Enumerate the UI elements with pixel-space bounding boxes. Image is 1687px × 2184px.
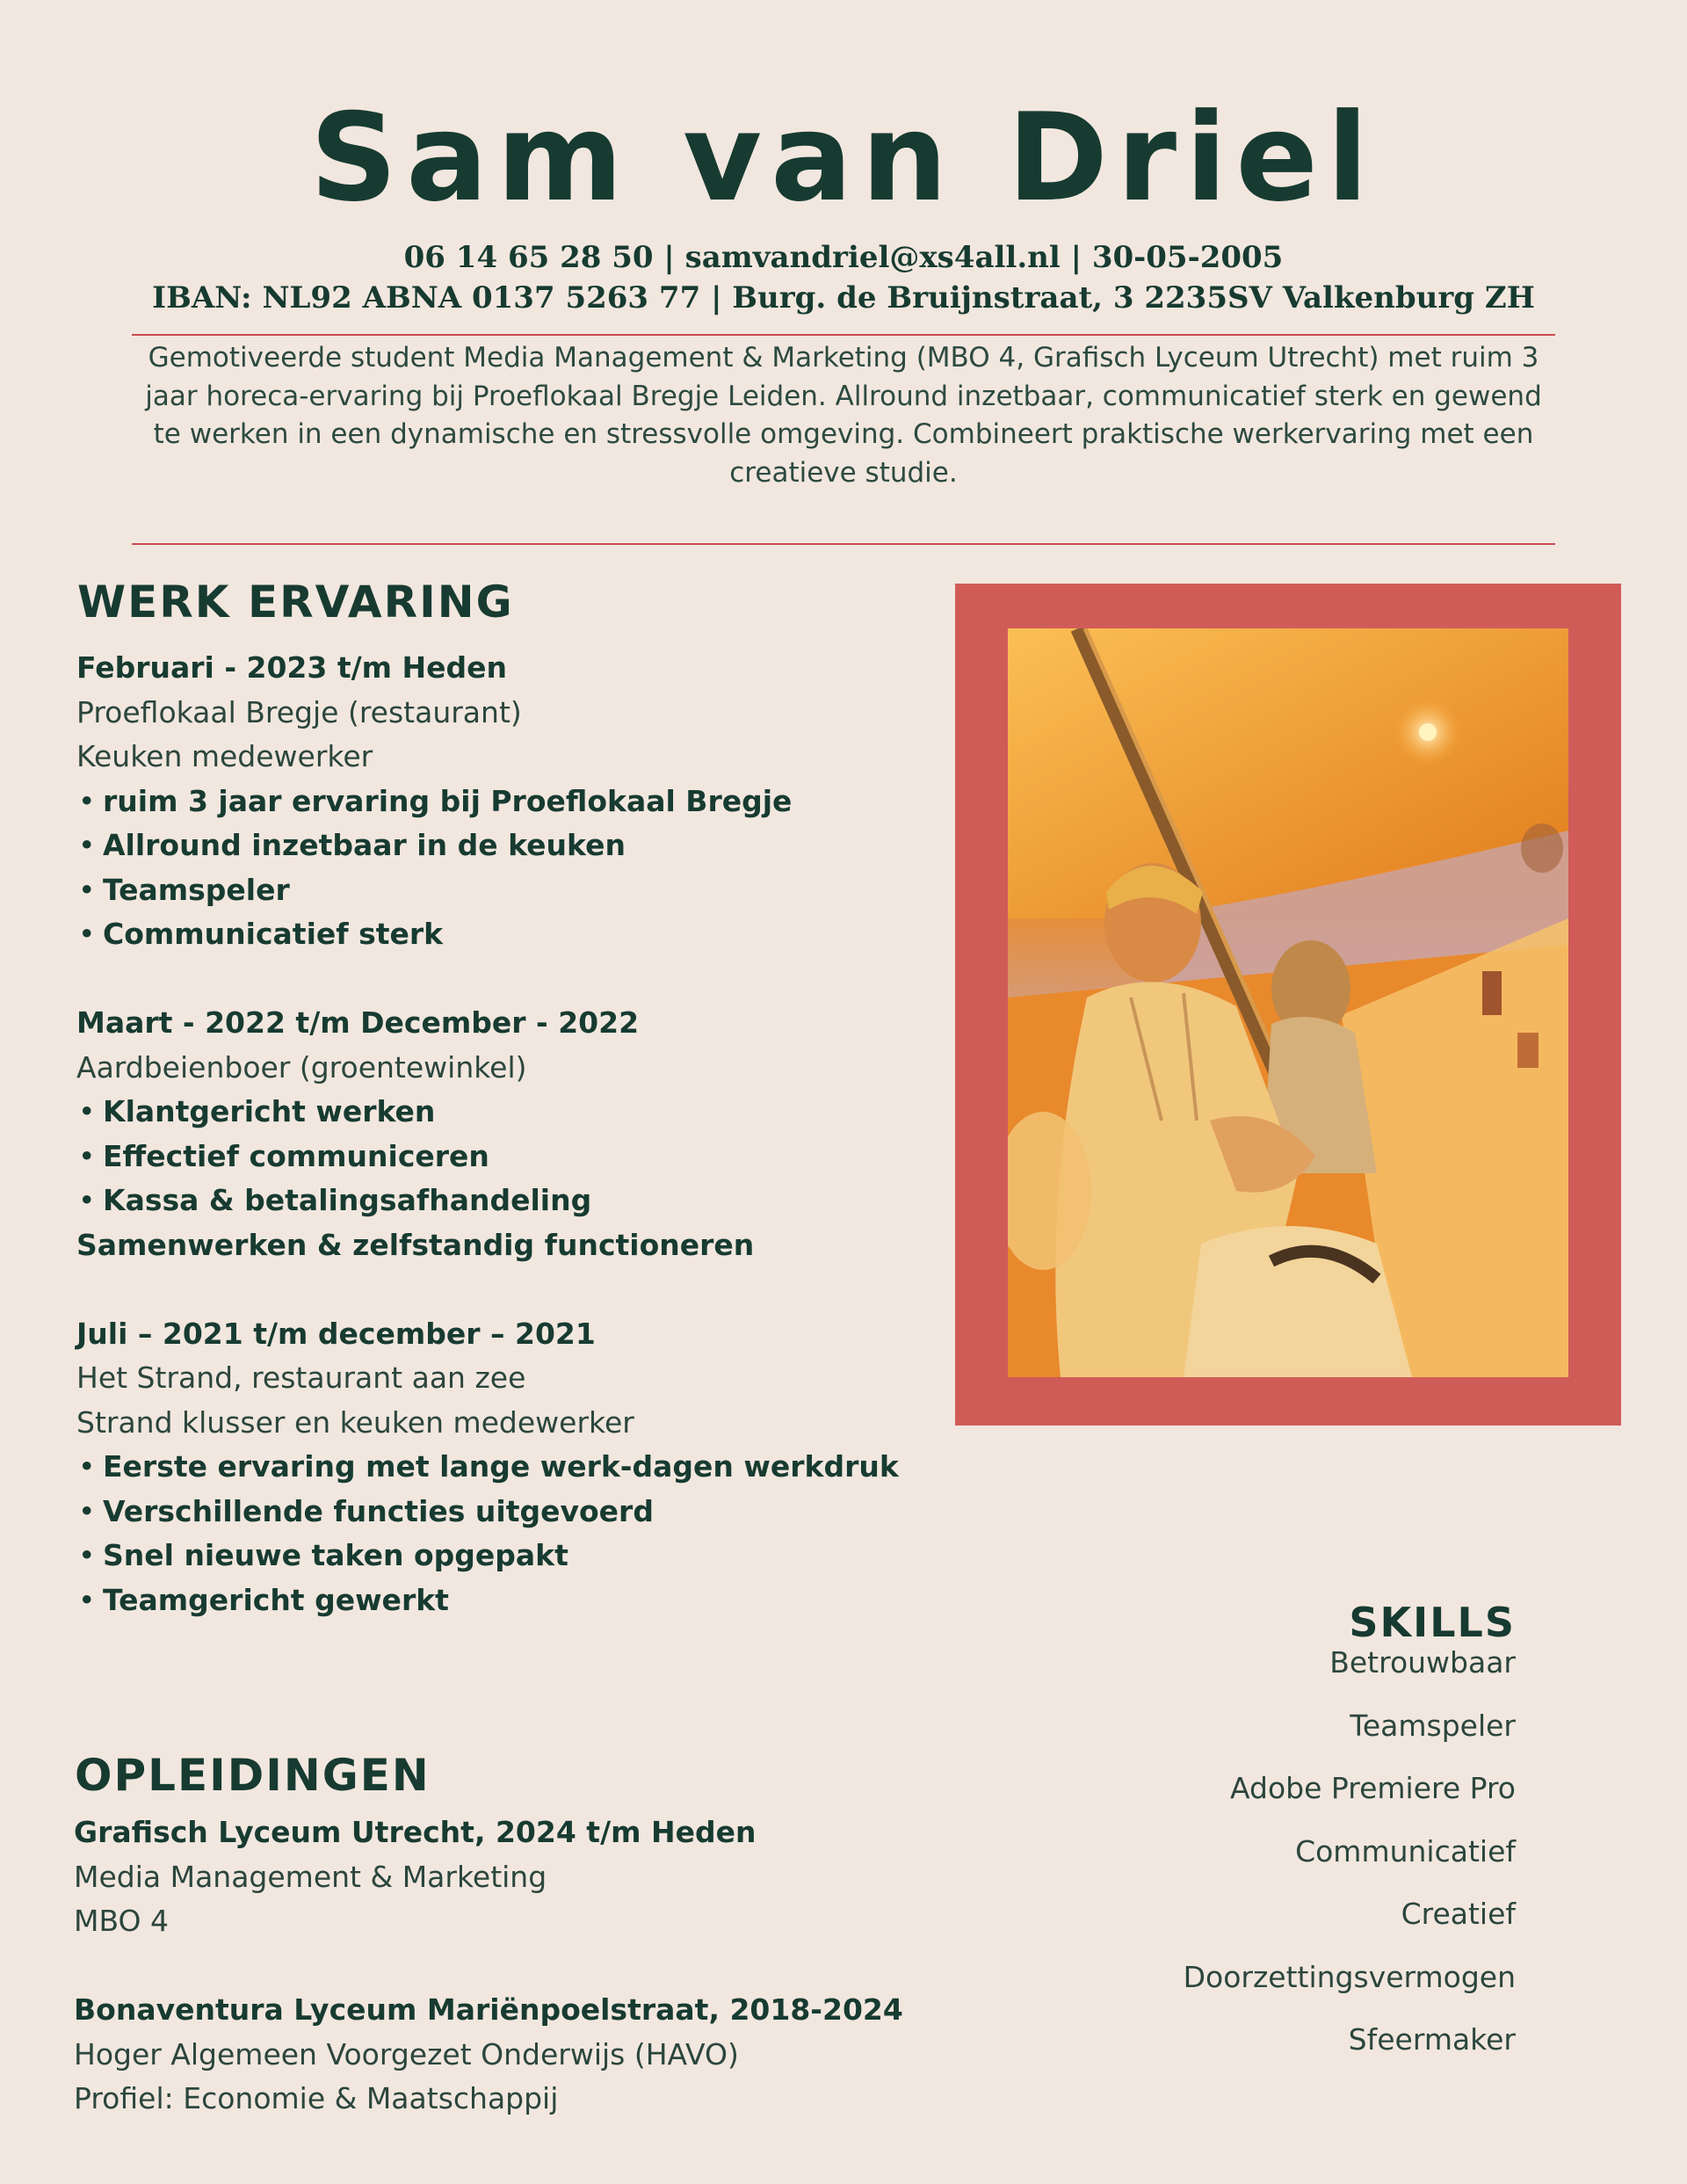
- divider-bottom: [132, 543, 1555, 545]
- education-school: Bonaventura Lyceum Mariënpoelstraat, 2018-2024: [74, 1992, 903, 2027]
- job-bullet: • Eerste ervaring met lange werk-dagen werkdruk: [76, 1445, 920, 1490]
- contact-line-2: IBAN: NL92 ABNA 0137 5263 77 | Burg. de Bruijnstraat, 3 2235SV Valkenburg ZH: [152, 280, 1535, 316]
- job-1: [76, 646, 920, 957]
- job-bullet: • Snel nieuwe taken opgepakt: [76, 1534, 920, 1578]
- skills-heading: SKILLS: [1349, 1599, 1516, 1646]
- skill-item: Adobe Premiere Pro: [1230, 1771, 1516, 1805]
- skills-list: [1184, 1631, 1516, 2072]
- skill-item: Communicatief: [1295, 1833, 1516, 1868]
- job-period: Maart - 2022 t/m December - 2022: [76, 1005, 640, 1040]
- skill-item: Sfeermaker: [1348, 2022, 1516, 2057]
- education-school: Grafisch Lyceum Utrecht, 2024 t/m Heden: [74, 1815, 757, 1849]
- job-bullet: • Klantgericht werken: [76, 1090, 920, 1135]
- job-bullet: • Communicatief sterk: [76, 912, 920, 957]
- education-list: [74, 1810, 917, 2122]
- opleidingen-heading: OPLEIDINGEN: [75, 1750, 431, 1801]
- job-2: [76, 1001, 920, 1267]
- profile-summary: Gemotiveerde student Media Management & Marketing (MBO 4, Grafisch Lyceum Utrecht) met ruim 3 jaar horeca-ervaring bij Proeflokaal Bregje Leiden. Allround inzetbaar, communicatief sterk en gewend te werken in een dynamische en stressvolle omgeving. Combineert praktische werkervaring met een creatieve studie.: [145, 342, 1542, 489]
- job-employer: Proeflokaal Bregje (restaurant): [76, 694, 522, 729]
- job-role: Strand klusser en keuken medewerker: [76, 1404, 634, 1440]
- job-period: Februari - 2023 t/m Heden: [76, 650, 508, 685]
- job-role: Keuken medewerker: [76, 739, 373, 773]
- education-line: Media Management & Marketing: [74, 1859, 547, 1894]
- education-line: Hoger Algemeen Voorgezet Onderwijs (HAVO): [74, 2036, 739, 2072]
- education-line: Profiel: Economie & Maatschappij: [74, 2081, 559, 2115]
- profile-photo: [1008, 628, 1568, 1377]
- skill-item: Teamspeler: [1350, 1708, 1516, 1743]
- job-employer: Aardbeienboer (groentewinkel): [76, 1049, 527, 1085]
- skill-item: Doorzettingsvermogen: [1183, 1959, 1516, 1994]
- job-employer: Het Strand, restaurant aan zee: [76, 1360, 526, 1395]
- job-3: [76, 1312, 920, 1623]
- job-bullet: • ruim 3 jaar ervaring bij Proeflokaal Bregje: [76, 780, 920, 824]
- work-experience-list: [76, 646, 920, 1622]
- job-bullet: • Allround inzetbaar in de keuken: [76, 824, 920, 868]
- werk-ervaring-heading: WERK ERVARING: [77, 577, 514, 628]
- job-bullet: • Teamspeler: [76, 868, 920, 913]
- skill-item: Creatief: [1401, 1897, 1516, 1931]
- job-bullet: • Kassa & betalingsafhandeling: [76, 1179, 920, 1223]
- job-period: Juli – 2021 t/m december – 2021: [76, 1316, 596, 1351]
- job-extra-line: Samenwerken & zelfstandig functioneren: [76, 1227, 755, 1262]
- resume-name: Sam van Driel: [309, 87, 1378, 229]
- education-item: [74, 1810, 917, 1944]
- job-bullet: • Teamgericht gewerkt: [76, 1578, 920, 1623]
- job-bullet: • Verschillende functies uitgevoerd: [76, 1490, 920, 1535]
- contact-line-1: 06 14 65 28 50 | samvandriel@xs4all.nl | 30-05-2005: [403, 240, 1284, 275]
- job-bullet: • Effectief communiceren: [76, 1135, 920, 1179]
- education-line: MBO 4: [74, 1904, 169, 1938]
- skill-item: Betrouwbaar: [1329, 1645, 1516, 1680]
- divider-top: [132, 334, 1555, 336]
- education-item: [74, 1988, 917, 2122]
